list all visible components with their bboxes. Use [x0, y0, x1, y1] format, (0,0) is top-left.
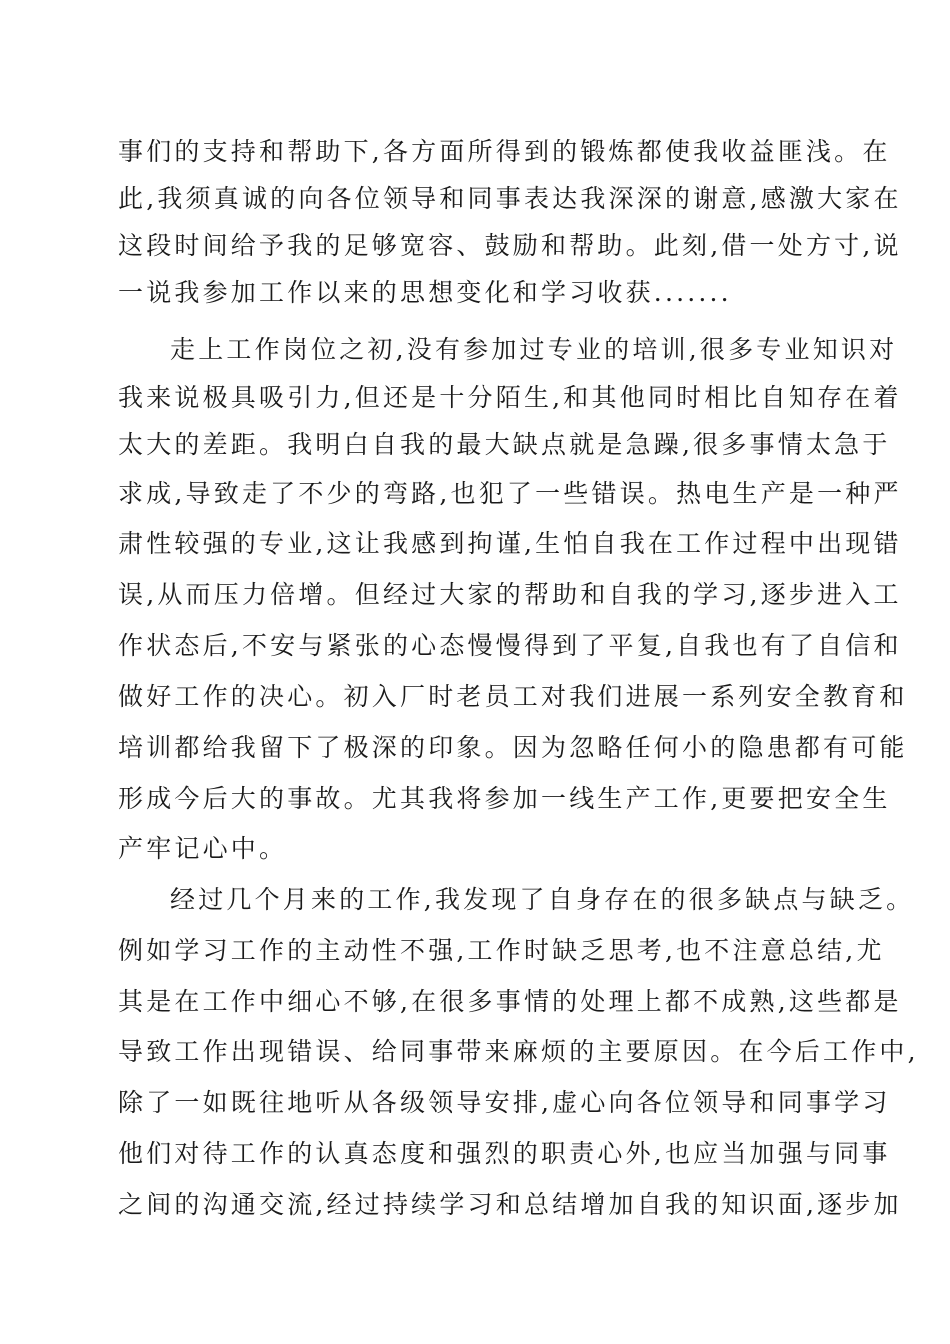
- text-line: 除了一如既往地听从各级领导安排,虚心向各位领导和同事学习: [118, 1088, 891, 1117]
- text-line: 事们的支持和帮助下,各方面所得到的锻炼都使我收益匪浅。在: [118, 137, 891, 166]
- text-line: 求成,导致走了不少的弯路,也犯了一些错误。热电生产是一种严: [118, 479, 902, 508]
- text-line: 做好工作的决心。初入厂时老员工对我们进展一系列安全教育和: [118, 682, 908, 711]
- text-line: 产牢记心中。: [118, 834, 288, 863]
- text-line: 肃性较强的专业,这让我感到拘谨,生怕自我在工作过程中出现错: [118, 529, 902, 558]
- text-line: 形成今后大的事故。尤其我将参加一线生产工作,更要把安全生: [118, 784, 891, 813]
- text-line: 导致工作出现错误、给同事带来麻烦的主要原因。在今后工作中,: [118, 1037, 919, 1066]
- text-line: 作状态后,不安与紧张的心态慢慢得到了平复,自我也有了自信和: [118, 631, 902, 660]
- text-line: 误,从而压力倍增。但经过大家的帮助和自我的学习,逐步进入工: [118, 580, 902, 609]
- text-line: 他们对待工作的认真态度和强烈的职责心外,也应当加强与同事: [118, 1139, 891, 1168]
- text-line: 此,我须真诚的向各位领导和同事表达我深深的谢意,感激大家在: [118, 184, 902, 213]
- text-line: 例如学习工作的主动性不强,工作时缺乏思考,也不注意总结,尤: [118, 936, 885, 965]
- text-line: 培训都给我留下了极深的印象。因为忽略任何小的隐患都有可能: [118, 733, 908, 762]
- paragraph-first-line: 走上工作岗位之初,没有参加过专业的培训,很多专业知识对: [170, 335, 898, 364]
- text-line: 其是在工作中细心不够,在很多事情的处理上都不成熟,这些都是: [118, 987, 902, 1016]
- paragraph-first-line: 经过几个月来的工作,我发现了自身存在的很多缺点与缺乏。: [170, 885, 915, 914]
- text-line: 一说我参加工作以来的思想变化和学习收获.......: [118, 278, 732, 307]
- text-line: 我来说极具吸引力,但还是十分陌生,和其他同时相比自知存在着: [118, 383, 902, 412]
- text-line: 这段时间给予我的足够宽容、鼓励和帮助。此刻,借一处方寸,说: [118, 231, 902, 260]
- text-line: 太大的差距。我明白自我的最大缺点就是急躁,很多事情太急于: [118, 430, 891, 459]
- text-line: 之间的沟通交流,经过持续学习和总结增加自我的知识面,逐步加: [118, 1190, 902, 1219]
